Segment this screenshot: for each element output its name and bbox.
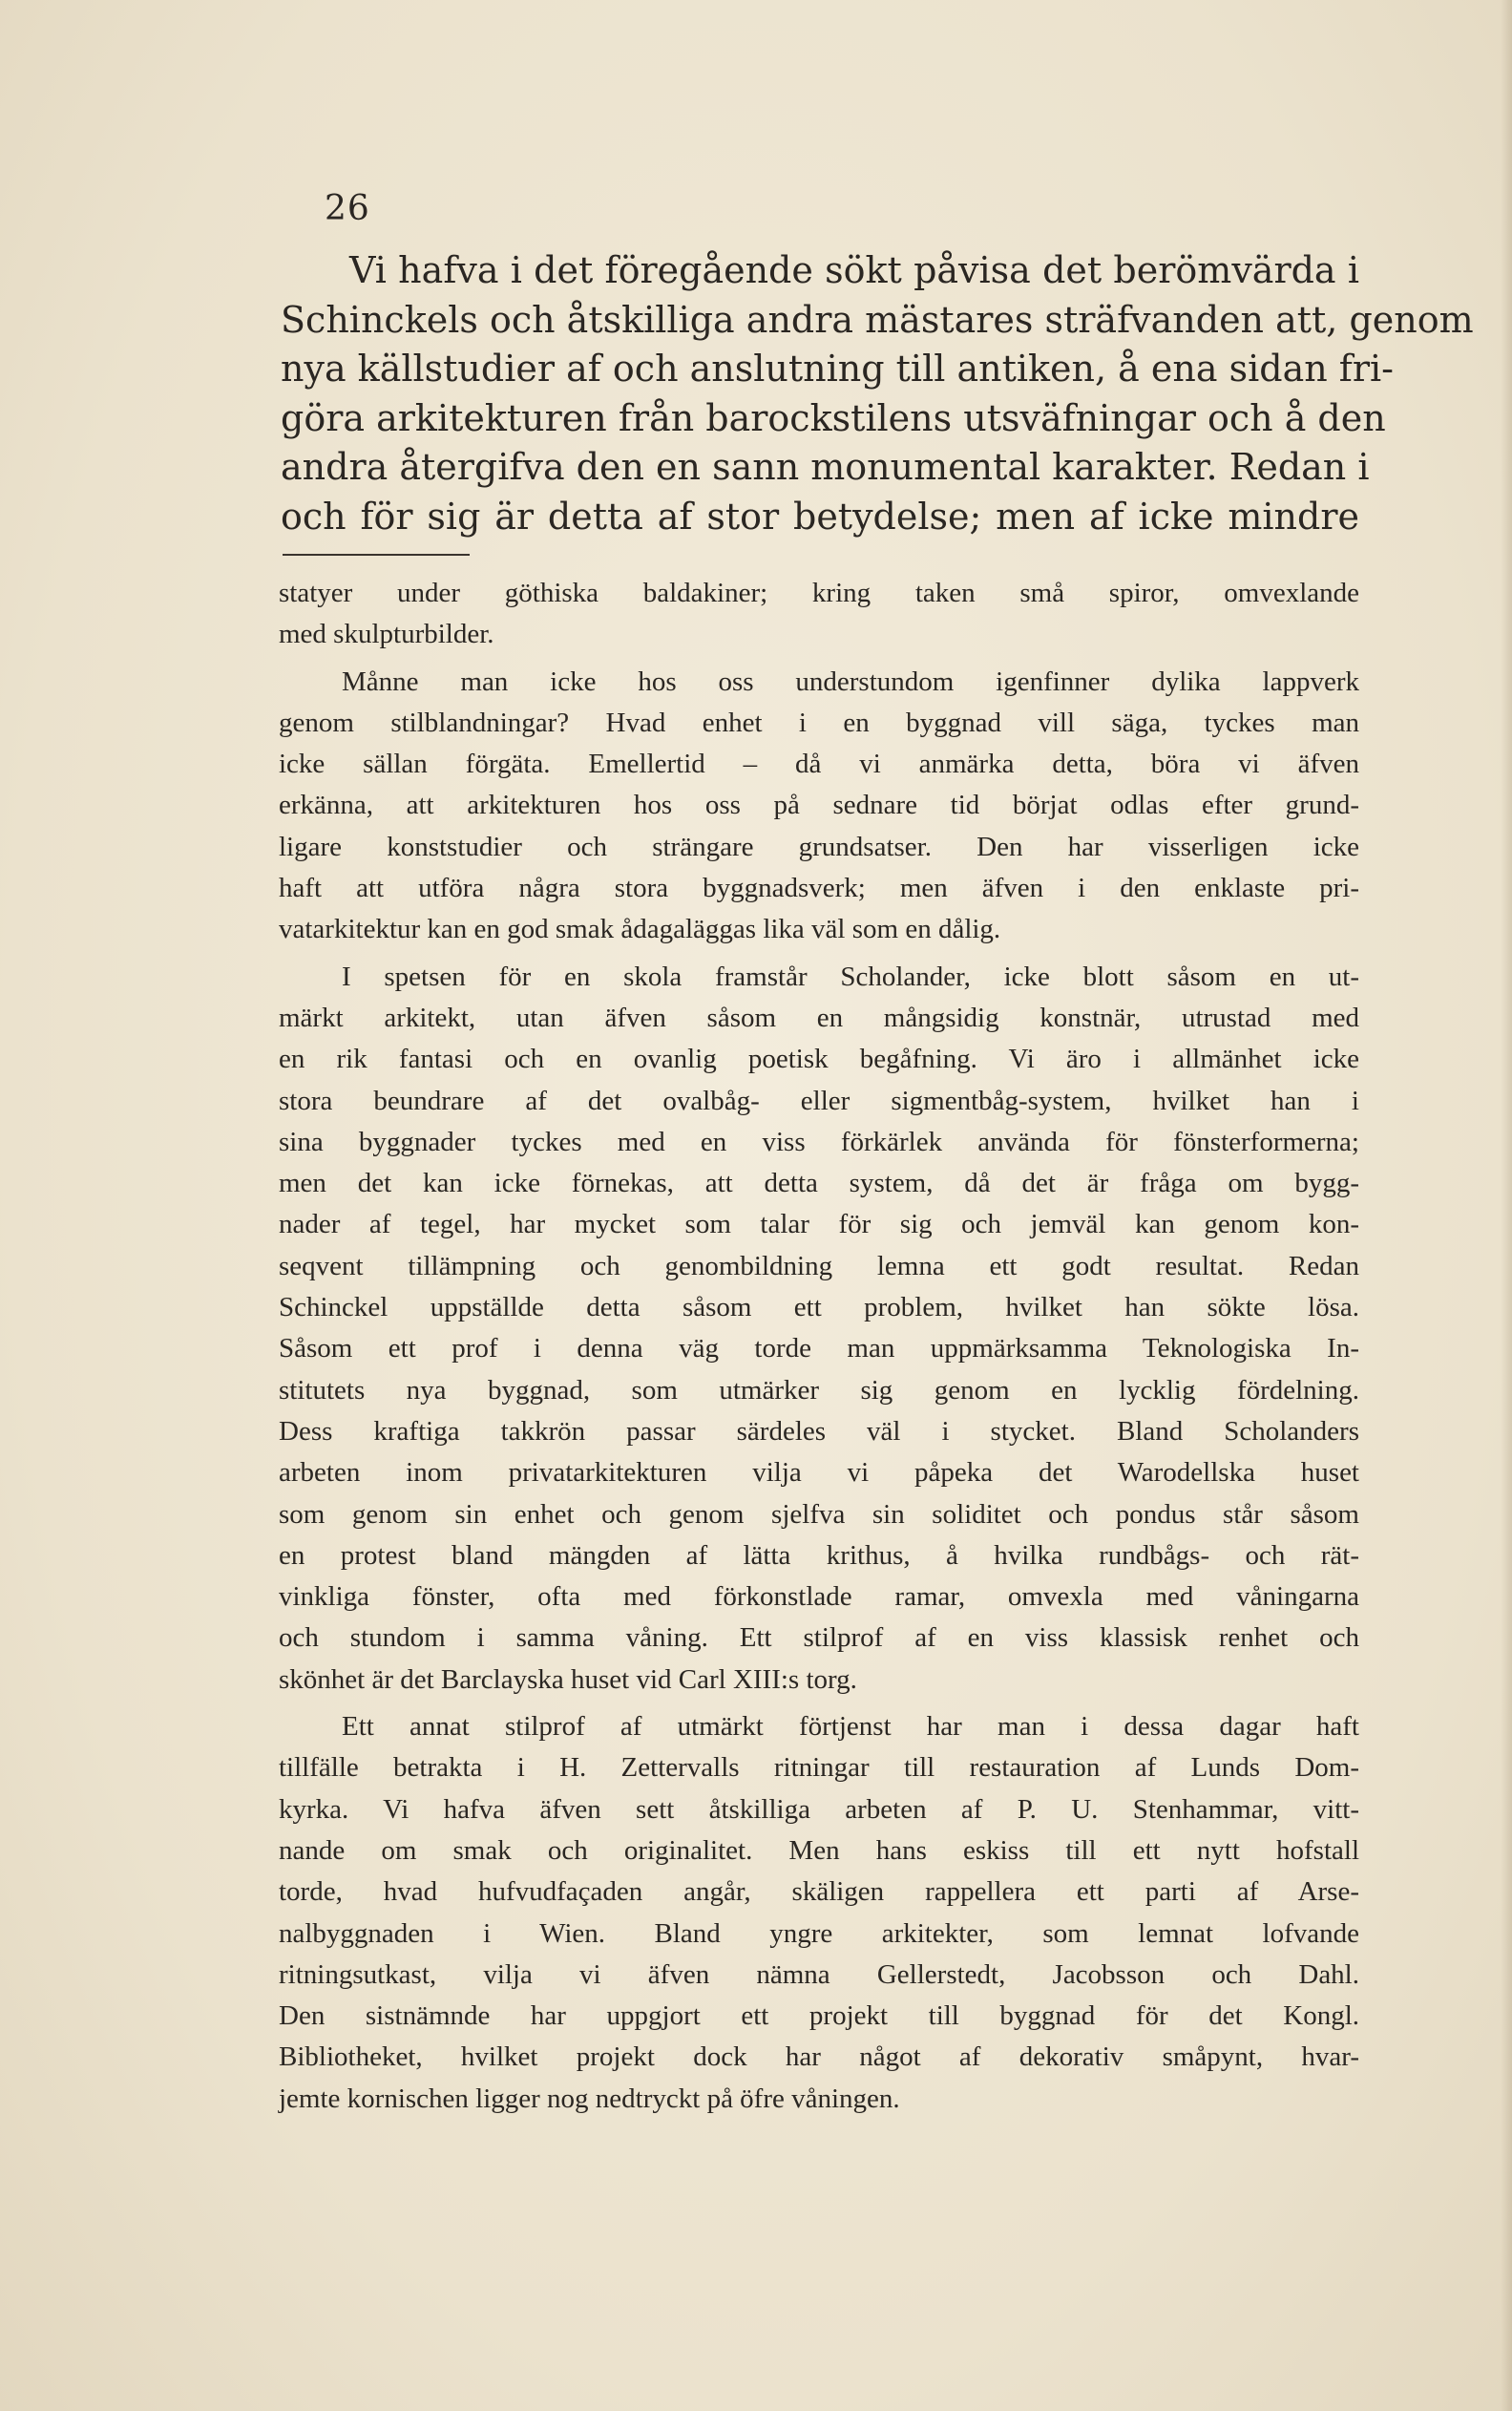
footnote-line: en rik fantasi och en ovanlig poetisk begåfning. Vi äro i allmänhet icke <box>279 1044 1359 1075</box>
footnote-line: Den sistnämnde har uppgjort ett projekt till byggnad för det Kongl. <box>279 2000 1359 2032</box>
footnote-line: men det kan icke förnekas, att detta system, då det är fråga om bygg- <box>279 1168 1359 1199</box>
footnote-line: nalbyggnaden i Wien. Bland yngre arkitekter, som lemnat lofvande <box>279 1917 1359 1949</box>
footnote-line: stora beundrare af det ovalbåg- eller sigmentbåg-system, hvilket han i <box>279 1085 1359 1116</box>
main-text-line: nya källstudier af och anslutning till antiken, å ena sidan fri- <box>281 348 1395 390</box>
footnote-line: seqvent tillämpning och genombildning lemna ett godt resultat. Redan <box>279 1250 1359 1281</box>
footnote-line: arbeten inom privatarkitekturen vilja vi påpeka det Warodellska huset <box>279 1457 1359 1489</box>
footnote-line: erkänna, att arkitekturen hos oss på sednare tid börjat odlas efter grund- <box>279 790 1359 821</box>
footnote-line: Månne man icke hos oss understundom igenfinner dylika lappverk <box>342 666 1359 697</box>
footnote-line: icke sällan förgäta. Emellertid – då vi anmärka detta, böra vi äfven <box>279 749 1359 780</box>
footnote-line: ligare konststudier och strängare grundsatser. Den har visserligen icke <box>279 831 1359 862</box>
footnote-line: Bibliotheket, hvilket projekt dock har något af dekorativ småpynt, hvar- <box>279 2041 1359 2073</box>
footnote-line: nader af tegel, har mycket som talar för sig och jemväl kan genom kon- <box>279 1209 1359 1240</box>
footnote-separator <box>283 554 470 556</box>
main-text-line: och för sig är detta af stor betydelse; men af icke mindre <box>281 495 1359 538</box>
footnote-line: jemte kornischen ligger nog nedtryckt på öfre våningen. <box>279 2083 900 2114</box>
footnote-line: Schinckel uppställde detta såsom ett problem, hvilket han sökte lösa. <box>279 1292 1359 1323</box>
page-number: 26 <box>325 189 370 228</box>
footnote-line: Dess kraftiga takkrön passar särdeles väl i stycket. Bland Scholanders <box>279 1415 1359 1447</box>
main-text-line: Schinckels och åtskilliga andra mästares sträfvanden att, genom <box>281 298 1474 341</box>
footnote-line: med skulpturbilder. <box>279 619 494 650</box>
footnote-line: en protest bland mängden af lätta krithus, å hvilka rundbågs- och rät- <box>279 1539 1359 1571</box>
footnote-line: vinkliga fönster, ofta med förkonstlade ramar, omvexla med våningarna <box>279 1581 1359 1613</box>
footnote-line: sina byggnader tyckes med en viss förkärlek använda för fönsterformerna; <box>279 1126 1359 1157</box>
footnote-line: kyrka. Vi hafva äfven sett åtskilliga arbeten af P. U. Stenhammar, vitt- <box>279 1793 1359 1825</box>
main-text-line: göra arkitekturen från barockstilens utsväfningar och å den <box>281 396 1386 439</box>
footnote-line: nande om smak och originalitet. Men hans eskiss till ett nytt hofstall <box>279 1834 1359 1866</box>
footnote-line: och stundom i samma våning. Ett stilprof af en viss klassisk renhet och <box>279 1622 1359 1654</box>
footnote-line: torde, hvad hufvudfaçaden angår, skäligen rappellera ett parti af Arse- <box>279 1876 1359 1908</box>
footnote-line: märkt arkitekt, utan äfven såsom en mångsidig konstnär, utrustad med <box>279 1002 1359 1033</box>
footnote-line: genom stilblandningar? Hvad enhet i en byggnad vill säga, tyckes man <box>279 707 1359 738</box>
footnote-line: ritningsutkast, vilja vi äfven nämna Gellerstedt, Jacobsson och Dahl. <box>279 1958 1359 1990</box>
footnote-line: Såsom ett prof i denna väg torde man uppmärksamma Teknologiska In- <box>279 1333 1359 1364</box>
main-text-line: Vi hafva i det föregående sökt påvisa det berömvärda i <box>349 249 1359 291</box>
footnote-line: haft att utföra några stora byggnadsverk; men äfven i den enklaste pri- <box>279 873 1359 904</box>
footnote-line: skönhet är det Barclayska huset vid Carl XIII:s torg. <box>279 1663 857 1695</box>
footnote-line: statyer under göthiska baldakiner; kring taken små spiror, omvexlande <box>279 578 1359 608</box>
footnote-line: som genom sin enhet och genom sjelfva sin soliditet och pondus står såsom <box>279 1498 1359 1530</box>
footnote-line: tillfälle betrakta i H. Zettervalls ritningar till restauration af Lunds Dom- <box>279 1752 1359 1784</box>
main-text-block <box>281 246 1474 541</box>
footnote-line: Ett annat stilprof af utmärkt förtjenst har man i dessa dagar haft <box>342 1711 1359 1743</box>
footnote-line: stitutets nya byggnad, som utmärker sig genom en lycklig fördelning. <box>279 1374 1359 1406</box>
footnote-block <box>279 573 1359 2120</box>
main-text-line: andra återgifva den en sann monumental karakter. Redan i <box>281 446 1370 488</box>
footnote-line: I spetsen för en skola framstår Scholander, icke blott såsom en ut- <box>342 961 1359 992</box>
page-edge-shadow <box>1501 0 1512 2411</box>
footnote-line: vatarkitektur kan en god smak ådagaläggas lika väl som en dålig. <box>279 914 1001 945</box>
